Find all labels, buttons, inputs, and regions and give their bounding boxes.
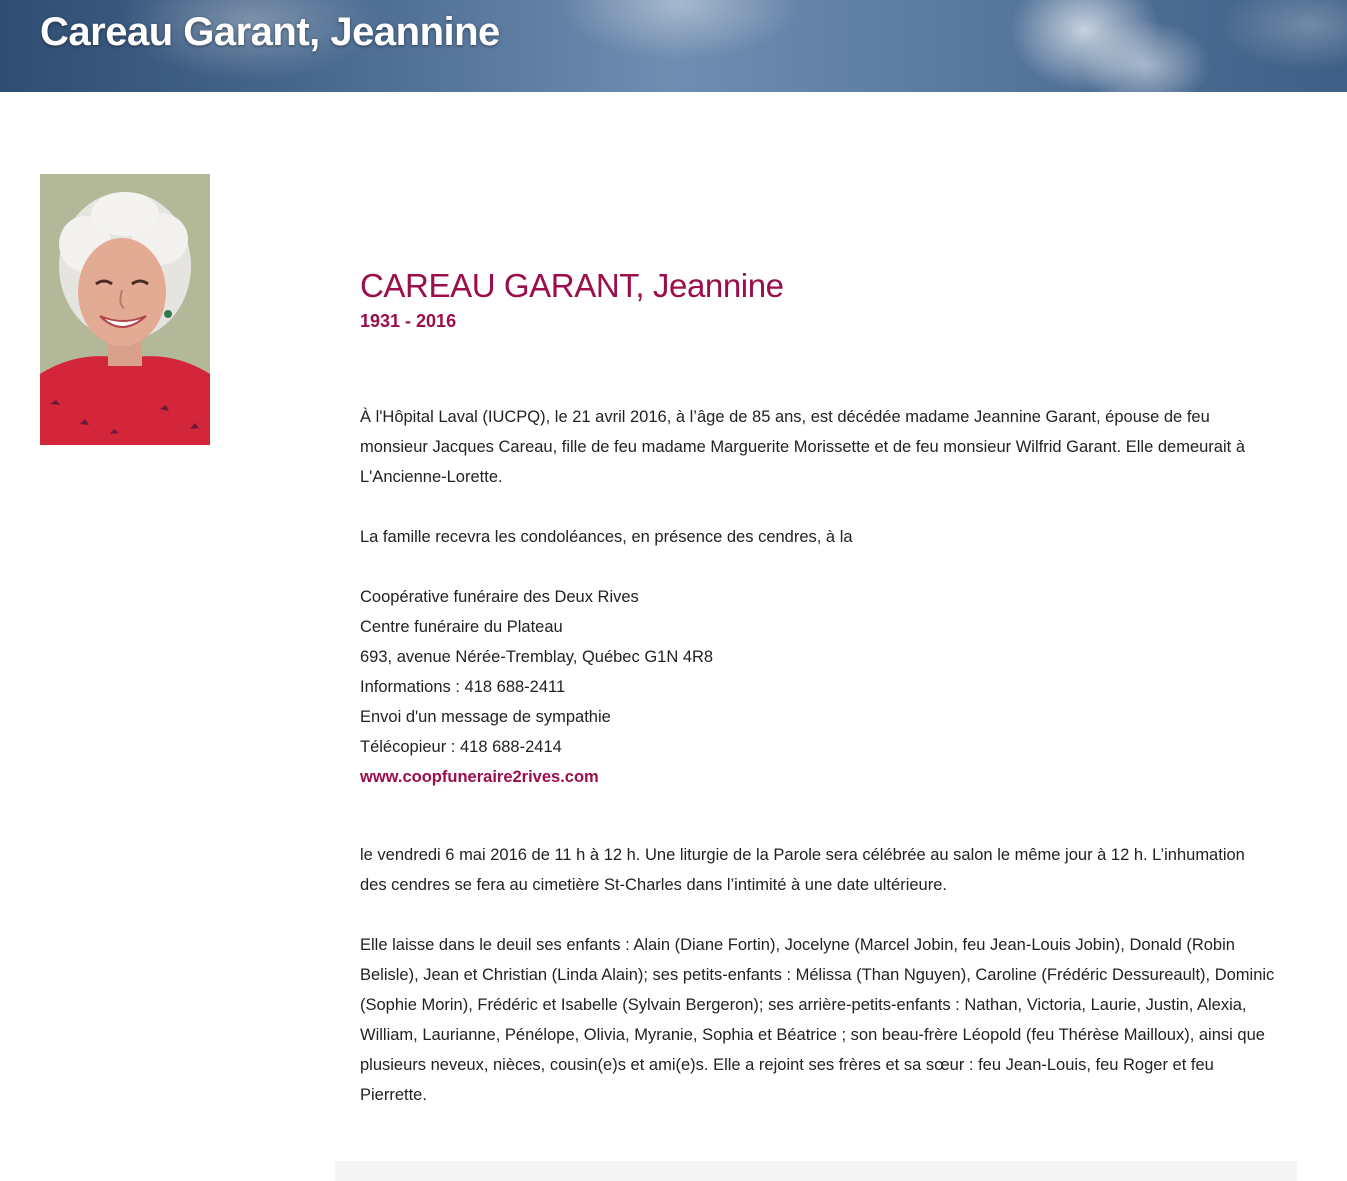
funeral-home-fax: Télécopieur : 418 688-2414 — [360, 738, 562, 756]
life-years: 1931 - 2016 — [360, 311, 457, 331]
obituary-content — [360, 266, 1275, 1110]
funeral-home-phone: Informations : 418 688-2411 — [360, 678, 566, 696]
header-banner — [0, 0, 1347, 92]
funeral-center-name: Centre funéraire du Plateau — [360, 618, 563, 636]
funeral-home-info — [360, 582, 1275, 792]
cloud-decoration — [560, 0, 800, 60]
funeral-home-name: Coopérative funéraire des Deux Rives — [360, 588, 639, 606]
portrait-photo — [40, 174, 210, 445]
service-details: le vendredi 6 mai 2016 de 11 h à 12 h. Une liturgie de la Parole sera célébrée au salon le même jour à 12 h. L’inhumation des cendres se fera au cimetière St-Charles dans l’intimité à une date ultérieure. — [360, 846, 1245, 894]
funeral-home-website-link[interactable]: www.coopfuneraire2rives.com — [360, 768, 599, 786]
cloud-decoration — [1220, 0, 1347, 70]
deceased-name: CAREAU GARANT, Jeannine — [360, 267, 784, 304]
portrait-illustration — [40, 174, 210, 445]
funeral-home-address: 693, avenue Nérée-Tremblay, Québec G1N 4R8 — [360, 648, 714, 666]
family-survivors: Elle laisse dans le deuil ses enfants : Alain (Diane Fortin), Jocelyne (Marcel Jobin, feu Jean-Louis Jobin), Donald (Robin Belisle), Jean et Christian (Linda Alain); ses petits-enfants : Mélissa (Than Nguyen), Caroline (Frédéric Dessureault), Dominic (Sophie Morin), Frédéric et Isabelle (Sylvain Bergeron); ses arrière-petits-enfants : Nathan, Victoria, Laurie, Justin, Alexia, William, Laurianne, Pénélope, Olivia, Myranie, Sophia et Béatrice ; son beau-frère Léopold (feu Thérèse Mailloux), ainsi que plusieurs neveux, nièces, cousin(e)s et ami(e)s. Elle a rejoint ses frères et sa sœur : feu Jean-Louis, feu Roger et feu Pierrette. — [360, 936, 1275, 1104]
sympathy-message-link[interactable]: Envoi d'un message de sympathie — [360, 708, 611, 726]
condolences-text: La famille recevra les condoléances, en présence des cendres, à la — [360, 528, 853, 546]
section-divider — [335, 1161, 1297, 1181]
page-title: Careau Garant, Jeannine — [40, 10, 500, 54]
obituary-intro: À l'Hôpital Laval (IUCPQ), le 21 avril 2016, à l’âge de 85 ans, est décédée madame Jeannine Garant, épouse de feu monsieur Jacques Careau, fille de feu madame Marguerite Morissette et de feu monsieur Wilfrid Garant. Elle demeurait à L'Ancienne-Lorette. — [360, 408, 1245, 486]
